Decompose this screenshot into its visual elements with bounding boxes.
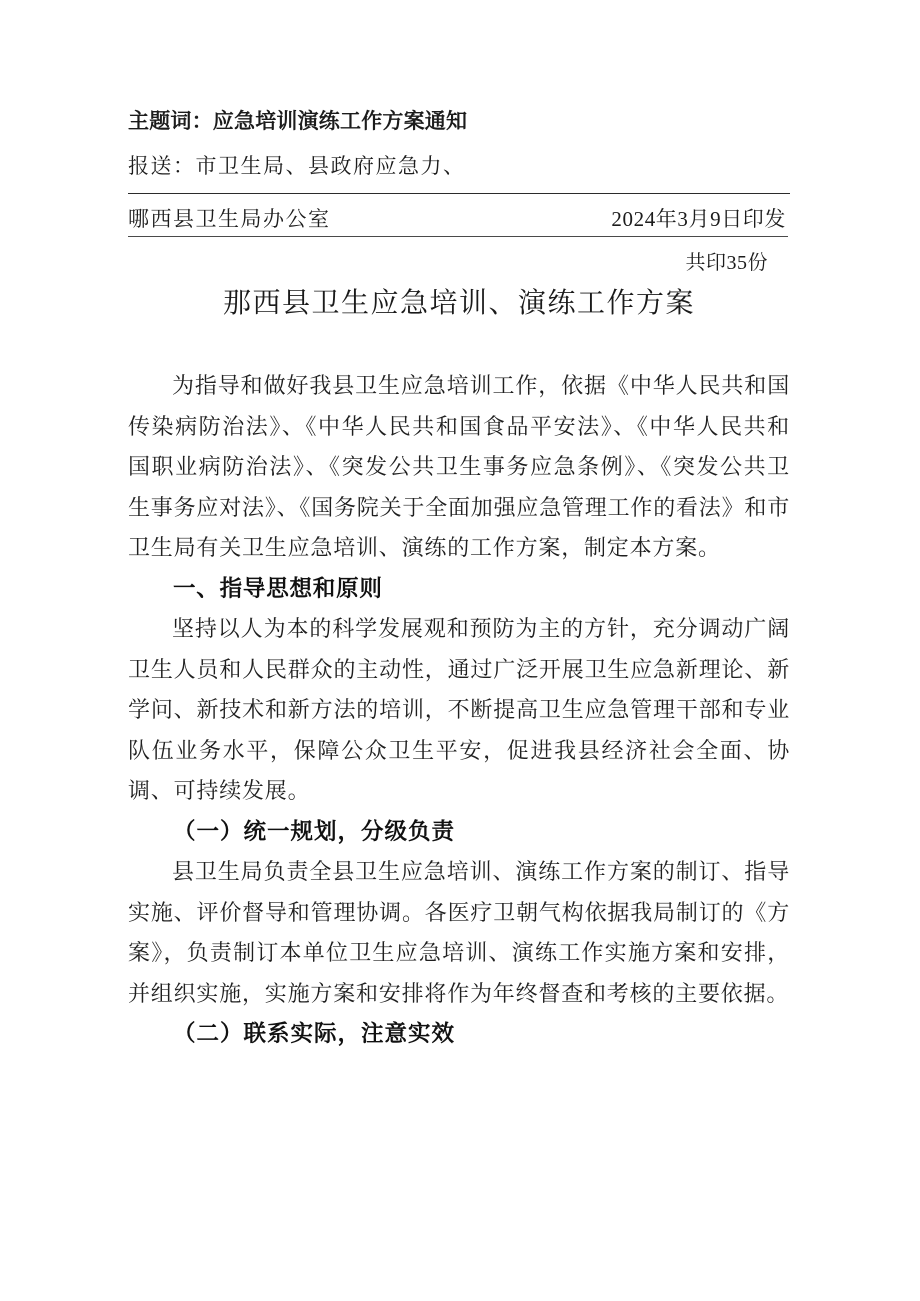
header-copies-printed: 共印35份: [685, 252, 768, 274]
page-title: 那西县卫生应急培训、演练工作方案: [222, 288, 695, 319]
body-paragraph: 坚持以人为本的科学发展观和预防为主的方针，充分调动广阔卫生人员和人民群众的主动性，通过广泛开展卫生应急新理论、新学问、新技术和新方法的培训，不断提高卫生应急管理干部和专业队伍业务水平，保障公众卫生平安，促进我县经济社会全面、协调、可持续发展。: [128, 616, 790, 803]
header-issue-date: 2024年3月9日印发: [611, 207, 786, 231]
body-paragraph: 为指导和做好我县卫生应急培训工作，依据《中华人民共和国传染病防治法》、《中华人民共和国食品平安法》、《中华人民共和国职业病防治法》、《突发公共卫生事务应急条例》、《突发公共卫生事务应对法》、《国务院关于全面加强应急管理工作的看法》和市卫生局有关卫生应急培训、演练的工作方案，制定本方案。: [128, 373, 791, 560]
header-keywords-line: 主题词：应急培训演练工作方案通知: [128, 110, 468, 133]
document-body: [128, 366, 790, 1055]
header-dispatch-line: 报送：市卫生局、县政府应急力、: [128, 154, 466, 178]
header-issue-row: [128, 204, 790, 238]
section-heading: 一、指导思想和原则: [173, 575, 383, 601]
header-issuing-office: 哪西县卫生局办公室: [128, 207, 331, 231]
header-divider-bottom: [128, 236, 788, 237]
subsection-heading: （一）统一规划，分级负责: [173, 818, 456, 844]
body-paragraph: 县卫生局负责全县卫生应急培训、演练工作方案的制订、指导实施、评价督导和管理协调。各医疗卫朝气构依据我局制订的《方案》，负责制订本单位卫生应急培训、演练工作实施方案和安排，并组织实施，实施方案和安排将作为年终督查和考核的主要依据。: [128, 859, 790, 1006]
subsection-heading: （二）联系实际，注意实效: [173, 1021, 456, 1046]
header-divider-top: [128, 193, 790, 194]
